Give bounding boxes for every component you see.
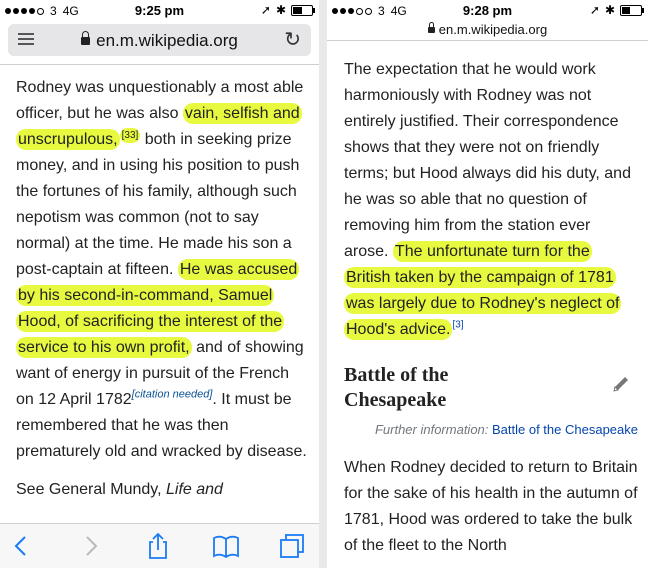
paragraph — [344, 57, 638, 343]
forward-icon[interactable] — [76, 532, 104, 560]
url-text: en.m.wikipedia.org — [96, 31, 238, 50]
right-screenshot — [327, 0, 648, 568]
further-information: Further information: Battle of the Chesapeake — [374, 422, 638, 437]
url-text: en.m.wikipedia.org — [438, 22, 548, 37]
citation-needed-link[interactable]: [citation needed] — [131, 388, 213, 401]
pencil-icon[interactable] — [610, 373, 632, 395]
paragraph: See General Mundy, Life and — [16, 481, 223, 498]
section-title: Battle of the Chesapeake — [344, 364, 449, 411]
safari-toolbar — [0, 523, 319, 568]
network-type: 4G — [390, 4, 407, 18]
location-icon: ➚ — [260, 3, 271, 17]
clock: 9:28 pm — [462, 3, 513, 18]
battery-icon — [620, 5, 642, 16]
article-body — [327, 41, 648, 559]
lock-icon — [428, 27, 435, 33]
text-run: both in seeking prize money, and in using his position to push the fortunes of his family, although such nepotism was common (not to say normal) at the time. He made his son a post-captain at fifteen. — [16, 131, 300, 278]
battery-icon — [291, 5, 313, 16]
address-bar[interactable] — [8, 24, 311, 56]
highlighted-text: vain, selfish and unscrupulous, — [18, 105, 300, 148]
bluetooth-icon: ✱ — [275, 3, 286, 17]
bluetooth-icon: ✱ — [604, 3, 615, 17]
carrier: 3 — [378, 4, 385, 18]
address-bar-minimized[interactable] — [327, 22, 648, 40]
clock: 9:25 pm — [134, 3, 185, 18]
article-body — [0, 65, 319, 503]
tabs-icon[interactable] — [278, 532, 306, 560]
network-type: 4G — [62, 4, 79, 18]
share-icon[interactable] — [144, 532, 172, 560]
text-run: The expectation that he would work harmoniously with Rodney was not entirely justified. Their correspondence shows that they were not on friendly terms; but Hood always did his duty, and he was so able that no question of removing him from the station ever arose. — [344, 61, 631, 260]
paragraph — [16, 75, 307, 465]
further-information-link[interactable]: Battle of the Chesapeake — [492, 422, 638, 437]
citation-link[interactable]: [3] — [452, 319, 464, 331]
citation-link[interactable]: [33] — [121, 129, 139, 141]
highlighted-text: He was accused by his second-in-command, Samuel Hood, of sacrificing the interest of the service to his own profit, — [18, 261, 298, 356]
carrier: 3 — [50, 4, 57, 18]
back-icon[interactable] — [8, 532, 36, 560]
paragraph: When Rodney decided to return to Britain for the sake of his health in the autumn of 1781, Hood was ordered to take the bulk of the fleet to the North — [344, 459, 638, 554]
text-run: and of showing want of energy in pursuit of the French on 12 April 1782 — [16, 339, 304, 408]
lock-icon — [81, 37, 90, 45]
section-heading — [344, 363, 638, 413]
status-bar — [0, 0, 319, 22]
location-icon: ➚ — [589, 3, 600, 17]
text-run: Rodney was unquestionably a most able officer, but he was also — [16, 79, 304, 122]
text-run: . It must be remembered that he was then prematurely old and wracked by disease. — [16, 391, 307, 460]
reload-icon[interactable]: ↻ — [284, 29, 301, 51]
bookmarks-icon[interactable] — [212, 532, 240, 560]
highlighted-text: The unfortunate turn for the British taken by the campaign of 1781 was largely due to Rodney's neglect of Hood's advice. — [346, 243, 620, 338]
left-screenshot — [0, 0, 319, 568]
status-bar — [327, 0, 648, 22]
